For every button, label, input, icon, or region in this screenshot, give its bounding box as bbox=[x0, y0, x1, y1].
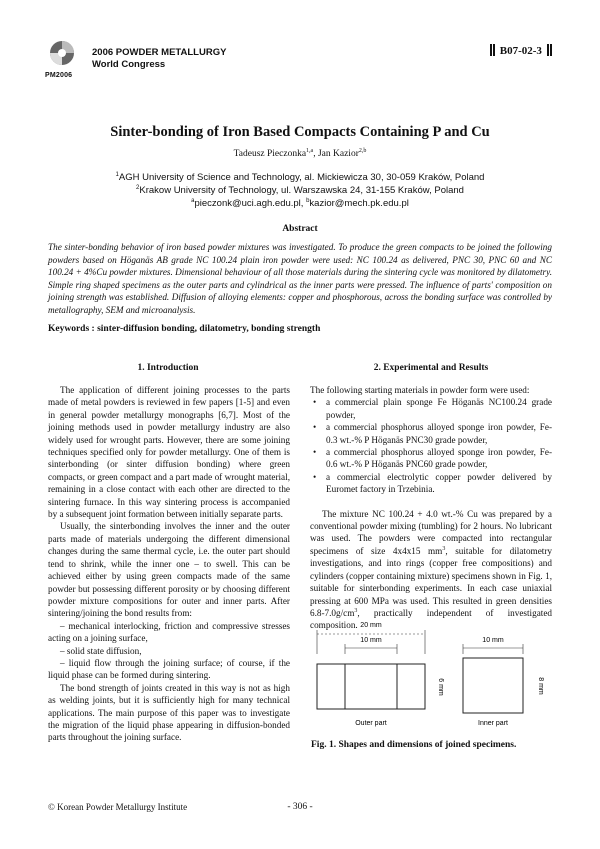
email-b: kazior@mech.pk.edu.pl bbox=[309, 198, 409, 209]
email-a: pieczonk@uci.agh.edu.pl, bbox=[194, 198, 307, 209]
intro-body bbox=[48, 384, 290, 744]
aff-2-sup: 2 bbox=[136, 184, 140, 191]
dim-10-inner-label: 10 mm bbox=[482, 637, 504, 644]
email-b-sup: b bbox=[306, 197, 310, 204]
figure-1-diagram bbox=[305, 612, 555, 742]
aff-2-text: Krakow University of Technology, ul. Warszawska 24, 31-155 Kraków, Poland bbox=[139, 185, 464, 196]
exp-sup-a: 3 bbox=[442, 545, 446, 552]
aff-1-text: AGH University of Science and Technology, al. Mickiewicza 30, 30-059 Kraków, Poland bbox=[118, 172, 485, 183]
materials-list bbox=[310, 396, 552, 495]
author-2: Jan Kazior bbox=[317, 149, 359, 159]
paper-title: Sinter-bonding of Iron Based Compacts Containing P and Cu bbox=[110, 124, 490, 140]
intro-bullet-1: – mechanical interlocking, friction and compressive stresses acting on a joining surface, bbox=[48, 620, 290, 644]
intro-paragraph-1: The application of different joining processes to the parts made of metal powders is reviewed in few papers [1-5] and even in general powder metallurgy monographs [6,7]. Most of the joining methods used in powder metallurgy industry are also widely used for wrought parts. However, there are some joining techniques specified only for powder metallurgy. One of them is sinterbonding (or sinter diffusion bonding) where green compacts, or green compact and a part made of wrought material, remaining in a close contact with each other are directed to the sintering furnace. In this way sintering process is accompanied by a subsequent joint formation between initially separate parts. bbox=[48, 385, 290, 520]
material-item: • a commercial plain sponge Fe Höganäs NC100.24 grade powder, bbox=[310, 396, 552, 421]
author-separator: , bbox=[313, 149, 318, 159]
email-a-sup: a bbox=[191, 197, 195, 204]
dim-8-label: 8 mm bbox=[537, 677, 544, 695]
paper-code bbox=[490, 44, 552, 57]
intro-bullet-2: – solid state diffusion, bbox=[60, 645, 142, 656]
keywords: Keywords : sinter-diffusion bonding, dilatometry, bonding strength bbox=[48, 324, 321, 334]
author-1: Tadeusz Pieczonka bbox=[233, 149, 307, 159]
author-2-sup: 2,b bbox=[358, 147, 367, 154]
aff-1-sup: 1 bbox=[115, 171, 119, 178]
outer-part-shape bbox=[317, 664, 425, 709]
experimental-lead: The following starting materials in powder form were used: bbox=[310, 385, 530, 395]
outer-part-label: Outer part bbox=[355, 720, 387, 727]
material-item: • a commercial phosphorus alloyed sponge iron powder, Fe-0.3 wt.-% P Höganäs PNC30 grade powder, bbox=[310, 421, 552, 446]
author-emails bbox=[0, 198, 600, 209]
affiliation-1 bbox=[0, 172, 600, 183]
intro-paragraph-2: Usually, the sinterbonding involves the inner and the outer parts made of materials undergoing the different dimensional changes during the same thermal cycle, i.e. the outer part should tend to shrink, while the inner one – to swell. This can be achieved either by using green compacts made of the same powder but possessing different porosity or by choosing different powder mixture compositions for outer and inner parts. After sintering/joining the bond results from: bbox=[48, 521, 290, 619]
inner-part-shape bbox=[463, 658, 523, 713]
dim-20-label: 20 mm bbox=[360, 622, 382, 629]
figure-caption: Fig. 1. Shapes and dimensions of joined specimens. bbox=[311, 740, 517, 750]
inner-part-label: Inner part bbox=[478, 720, 508, 727]
exp-text-a: The mixture NC 100.24 + 4.0 wt.-% Cu was prepared by a conventional powder mixing (tumbling) for 2 hours. No lubricant was used. The powders were compacted into rectangular specimens of size 4x4x15 mm bbox=[310, 508, 552, 556]
dim-6-label: 6 mm bbox=[437, 678, 444, 696]
author-1-sup: 1,a bbox=[306, 147, 314, 154]
abstract-text: The sinter-bonding behavior of iron based powder mixtures was investigated. To produce the green compacts to be joined the following powders based on Höganäs AB grade NC 100.24 plain iron powder were used: NC 100.24 as delivered, PNC 30, PNC 60 and NC 100.24 + 4%Cu powder mixtures. Dimensional behaviour of all those materials during the sintering cycle was monitored by dilatometry. Simple ring shaped specimens as the outer parts and cylindrical as the inner parts were pressed. The influence of parts' composition on joining strength was established. Diffusion of alloying elements: copper and phosphorous, across the bonding surface was controlled by metallography, SEM and microanalysis. bbox=[48, 242, 552, 315]
exp-text-b: , suitable for dilatometry investigations, and into rings (copper free compositions) and cylinders (copper containing mixture) specimens shown in Fig. 1, suitable for sinterbonding experiments. In each case uniaxial pressing at 600 MPa was used. This resulted in green densities 6.8-7.0g/cm bbox=[310, 545, 552, 618]
org-line-1: 2006 POWDER METALLURGY bbox=[92, 47, 227, 58]
experimental-heading: 2. Experimental and Results bbox=[373, 363, 489, 373]
exp-sup-b: 3 bbox=[354, 607, 358, 614]
material-item: • a commercial electrolytic copper powder delivered by Euromet factory in Trzebinia. bbox=[310, 471, 552, 496]
intro-paragraph-3: The bond strength of joints created in this way is not as high as welding joints, but it is sufficiently high for many technical applications. The main purpose of this paper was to investigate the migration of the liquid phase appearing in diffusion-bonded parts throughout the joining surface. bbox=[48, 682, 290, 743]
intro-heading: 1. Introduction bbox=[137, 363, 199, 373]
logo-text: PM2006 bbox=[45, 72, 73, 79]
affiliation-2 bbox=[0, 185, 600, 196]
paper-code-text: B07-02-3 bbox=[499, 45, 542, 57]
footer-copyright: © Korean Powder Metallurgy Institute bbox=[48, 802, 188, 812]
experimental-body bbox=[310, 384, 552, 632]
material-item: • a commercial phosphorus alloyed sponge iron powder, Fe-0.6 wt.-% P Höganäs PNC60 grade powder, bbox=[310, 446, 552, 471]
exp-text-c: , practically independent of investigated composition. bbox=[310, 607, 552, 631]
org-line-2: World Congress bbox=[92, 59, 166, 70]
page-number: - 306 - bbox=[287, 802, 313, 812]
intro-bullet-3: – liquid flow through the joining surface; of course, if the liquid phase can be formed during sintering. bbox=[48, 657, 290, 681]
dim-10-outer-label: 10 mm bbox=[360, 637, 382, 644]
abstract-heading: Abstract bbox=[282, 224, 318, 234]
authors bbox=[0, 149, 600, 159]
